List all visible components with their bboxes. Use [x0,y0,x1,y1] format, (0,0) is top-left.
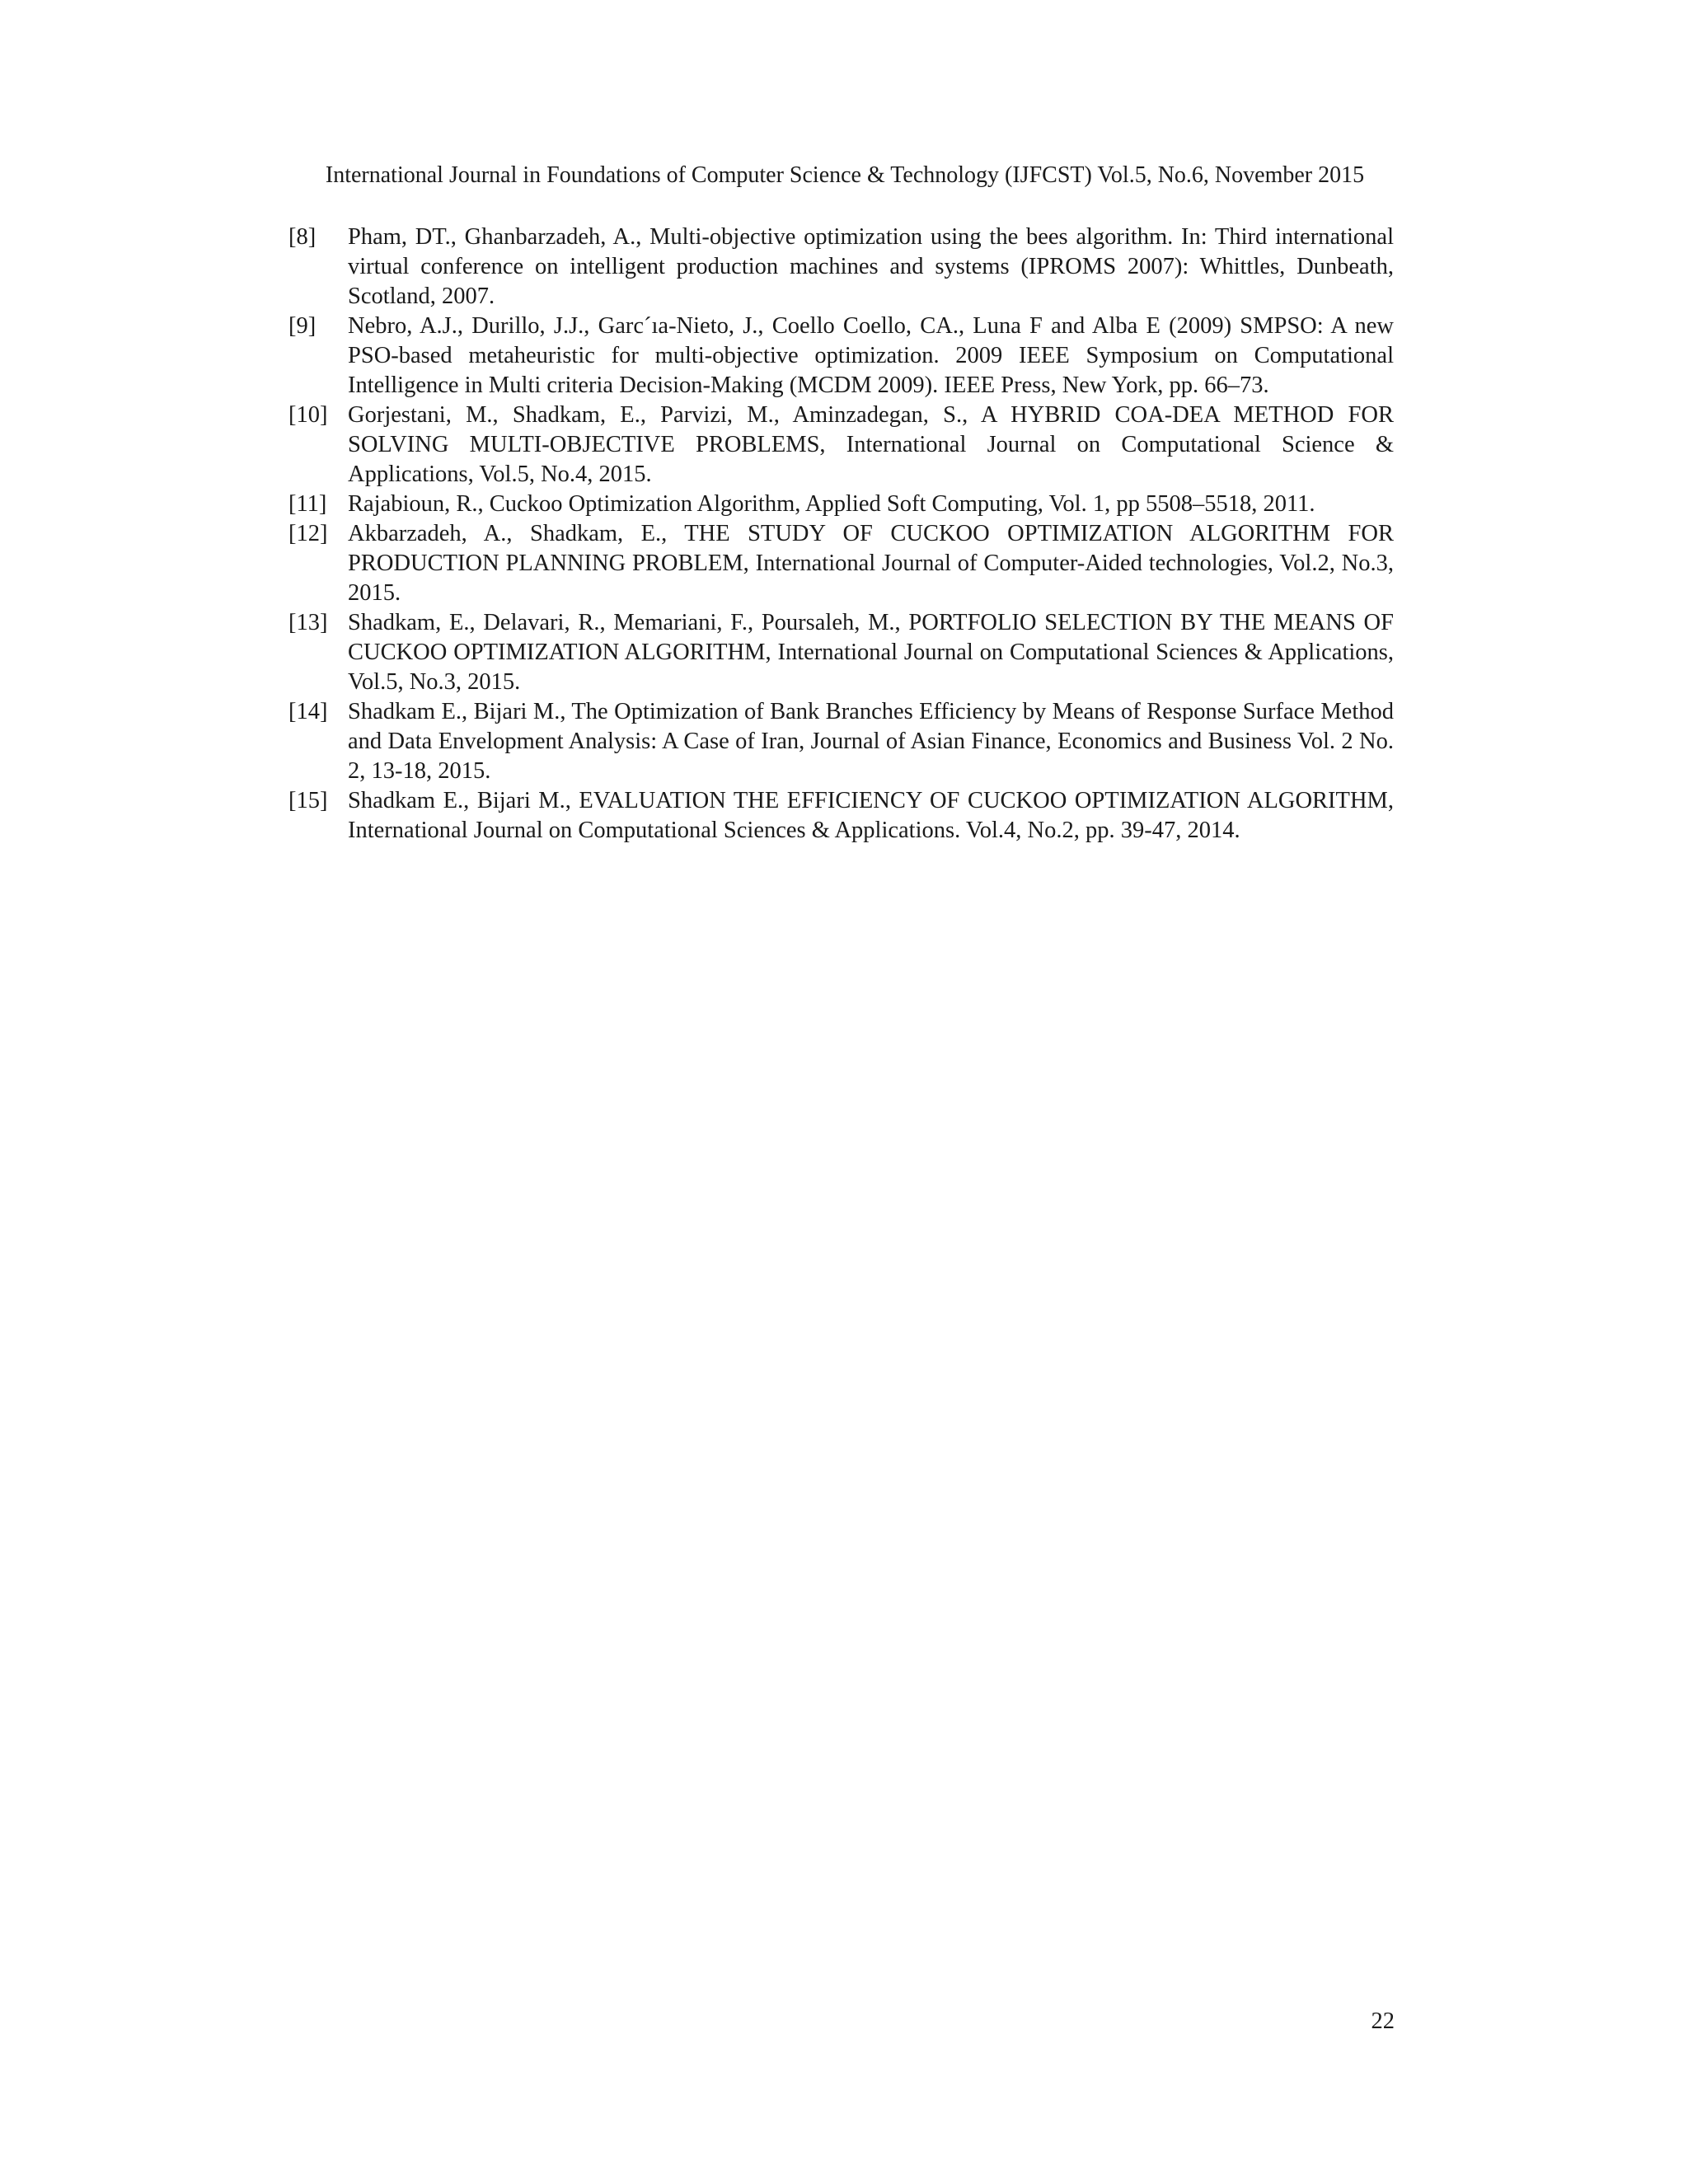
reference-item-12 [288,519,1394,608]
reference-text: Pham, DT., Ghanbarzadeh, A., Multi-objective optimization using the bees algorithm. In: Third international virtual conference on intelligent production machines and systems (IPROMS 2007): Whittles, Dunbeath, Scotland, 2007. [348,224,1394,309]
reference-text: Shadkam E., Bijari M., The Optimization of Bank Branches Efficiency by Means of Response Surface Method and Data Envelopment Analysis: A Case of Iran, Journal of Asian Finance, Economics and Business Vol. 2 No. 2, 13-18, 2015. [348,699,1394,784]
reference-list [288,223,1394,846]
reference-number: [9] [288,313,316,339]
page-number: 22 [1371,2008,1395,2034]
reference-item-11 [288,490,1394,519]
reference-text: Nebro, A.J., Durillo, J.J., Garc´ıa-Nieto, J., Coello Coello, CA., Luna F and Alba E (2009) SMPSO: A new PSO-based metaheuristic for multi-objective optimization. 2009 IEEE Symposium on Computational Intelligence in Multi criteria Decision-Making (MCDM 2009). IEEE Press, New York, pp. 66–73. [348,313,1394,398]
reference-number: [13] [288,610,328,635]
reference-text: Akbarzadeh, A., Shadkam, E., THE STUDY OF CUCKOO OPTIMIZATION ALGORITHM FOR PRODUCTION PLANNING PROBLEM, International Journal of Computer-Aided technologies, Vol.2, No.3, 2015. [348,521,1394,606]
reference-text: Gorjestani, M., Shadkam, E., Parvizi, M., Aminzadegan, S., A HYBRID COA-DEA METHOD FOR SOLVING MULTI-OBJECTIVE PROBLEMS, International Journal on Computational Science & Applications, Vol.5, No.4, 2015. [348,402,1394,487]
reference-item-14 [288,697,1394,786]
reference-item-10 [288,401,1394,490]
reference-item-8 [288,223,1394,312]
reference-item-13 [288,608,1394,697]
reference-number: [14] [288,699,328,724]
reference-number: [8] [288,224,316,250]
reference-number: [10] [288,402,328,428]
reference-number: [15] [288,788,328,813]
reference-text: Shadkam E., Bijari M., EVALUATION THE EFFICIENCY OF CUCKOO OPTIMIZATION ALGORITHM, International Journal on Computational Sciences & Applications. Vol.4, No.2, pp. 39-47, 2014. [348,788,1394,843]
running-header: International Journal in Foundations of Computer Science & Technology (IJFCST) Vol.5, No.6, November 2015 [325,162,1365,188]
reference-item-9 [288,312,1394,401]
reference-text: Rajabioun, R., Cuckoo Optimization Algorithm, Applied Soft Computing, Vol. 1, pp 5508–5518, 2011. [348,491,1315,517]
reference-number: [11] [288,491,327,517]
reference-item-15 [288,786,1394,846]
reference-number: [12] [288,521,328,546]
reference-text: Shadkam, E., Delavari, R., Memariani, F., Poursaleh, M., PORTFOLIO SELECTION BY THE MEANS OF CUCKOO OPTIMIZATION ALGORITHM, International Journal on Computational Sciences & Applications, Vol.5, No.3, 2015. [348,610,1394,695]
